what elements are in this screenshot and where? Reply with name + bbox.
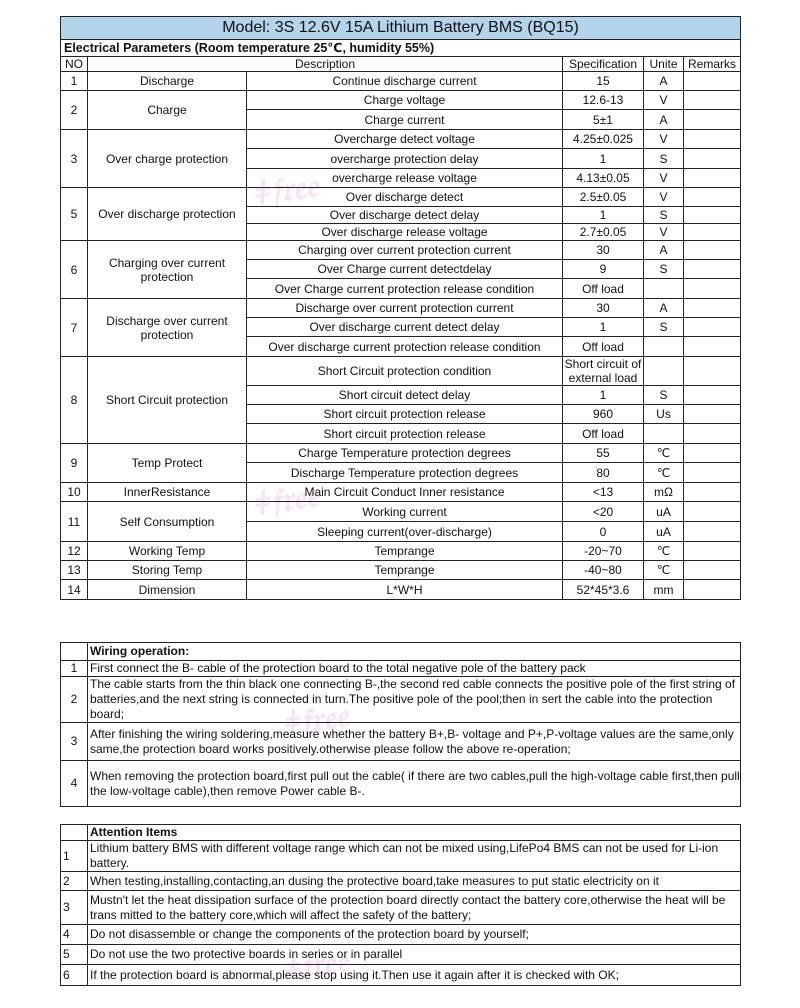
specification-value: 15 bbox=[563, 72, 644, 91]
attention-corner bbox=[61, 825, 88, 841]
unit-value bbox=[644, 279, 684, 299]
item-text: When removing the protection board,first pull out the cable( if there are two cables,pull the high-voltage cable first,then pull the low-voltage cable),then remove Power cable B-. bbox=[88, 761, 741, 807]
remarks-cell bbox=[684, 110, 741, 130]
specification-value: Off load bbox=[563, 279, 644, 299]
remarks-cell bbox=[684, 444, 741, 463]
parameter-description: Overcharge detect voltage bbox=[247, 130, 563, 149]
unit-value: uA bbox=[644, 522, 684, 542]
list-item bbox=[61, 677, 741, 723]
list-item bbox=[61, 841, 741, 872]
specification-value: 4.13±0.05 bbox=[563, 169, 644, 188]
table-row bbox=[61, 502, 741, 522]
parameter-description: Over Charge current detectdelay bbox=[247, 260, 563, 279]
specification-value: -40~80 bbox=[563, 561, 644, 580]
list-item bbox=[61, 761, 741, 807]
parameter-group: Over discharge protection bbox=[88, 188, 247, 241]
row-number: 3 bbox=[61, 130, 88, 188]
parameter-description: Over discharge detect delay bbox=[247, 207, 563, 224]
watermark: ǂ𝔣𝔯𝔢𝔢 bbox=[252, 165, 321, 215]
unit-value: V bbox=[644, 91, 684, 110]
item-number: 2 bbox=[61, 677, 88, 723]
specification-value: 1 bbox=[563, 318, 644, 337]
parameter-description: Charge current bbox=[247, 110, 563, 130]
parameter-description: Temprange bbox=[247, 542, 563, 561]
unit-value: ℃ bbox=[644, 444, 684, 463]
unit-value: V bbox=[644, 169, 684, 188]
parameter-description: Charge voltage bbox=[247, 91, 563, 110]
parameter-description: Over discharge detect bbox=[247, 188, 563, 207]
remarks-cell bbox=[684, 299, 741, 318]
parameter-group: Discharge bbox=[88, 72, 247, 91]
parameter-description: Temprange bbox=[247, 561, 563, 580]
table-row bbox=[61, 91, 741, 110]
parameter-description: Over Charge current protection release condition bbox=[247, 279, 563, 299]
parameter-description: overcharge protection delay bbox=[247, 149, 563, 169]
unit-value: S bbox=[644, 318, 684, 337]
table-row bbox=[61, 130, 741, 149]
parameter-group: Charge bbox=[88, 91, 247, 130]
parameter-description: Over discharge current protection release condition bbox=[247, 337, 563, 357]
unit-value: mm bbox=[644, 580, 684, 600]
unit-value: A bbox=[644, 299, 684, 318]
row-number: 10 bbox=[61, 483, 88, 502]
parameter-description: Over discharge current detect delay bbox=[247, 318, 563, 337]
parameter-group: Storing Temp bbox=[88, 561, 247, 580]
parameter-description: Discharge over current protection current bbox=[247, 299, 563, 318]
row-number: 8 bbox=[61, 357, 88, 444]
remarks-cell bbox=[684, 130, 741, 149]
row-number: 1 bbox=[61, 72, 88, 91]
specification-value: 80 bbox=[563, 463, 644, 483]
wiring-body bbox=[61, 661, 741, 807]
specification-value: 30 bbox=[563, 299, 644, 318]
unit-value: S bbox=[644, 207, 684, 224]
list-item bbox=[61, 723, 741, 761]
parameter-description: Working current bbox=[247, 502, 563, 522]
row-number: 5 bbox=[61, 188, 88, 241]
item-number: 6 bbox=[61, 965, 88, 986]
model-title: Model: 3S 12.6V 15A Lithium Battery BMS (BQ15) bbox=[61, 17, 741, 40]
unit-value: uA bbox=[644, 502, 684, 522]
parameter-description: Short circuit protection release bbox=[247, 405, 563, 424]
parameter-group: InnerResistance bbox=[88, 483, 247, 502]
unit-value: S bbox=[644, 260, 684, 279]
wiring-title: Wiring operation: bbox=[88, 643, 741, 661]
unit-value: A bbox=[644, 110, 684, 130]
remarks-cell bbox=[684, 542, 741, 561]
unit-value bbox=[644, 337, 684, 357]
remarks-cell bbox=[684, 424, 741, 444]
parameter-group: Working Temp bbox=[88, 542, 247, 561]
params-body bbox=[61, 72, 741, 600]
item-text: Do not use the two protective boards in series or in parallel bbox=[88, 945, 741, 965]
specification-value: 5±1 bbox=[563, 110, 644, 130]
parameter-group: Temp Protect bbox=[88, 444, 247, 483]
remarks-cell bbox=[684, 357, 741, 386]
specification-value: 9 bbox=[563, 260, 644, 279]
parameter-group: Dimension bbox=[88, 580, 247, 600]
remarks-cell bbox=[684, 337, 741, 357]
unit-value bbox=[644, 424, 684, 444]
header-specification: Specification bbox=[563, 57, 644, 72]
unit-value: ℃ bbox=[644, 463, 684, 483]
remarks-cell bbox=[684, 241, 741, 260]
parameter-group: Over charge protection bbox=[88, 130, 247, 188]
parameter-group: Short Circuit protection bbox=[88, 357, 247, 444]
item-text: Do not disassemble or change the components of the protection board by yourself; bbox=[88, 925, 741, 945]
attention-items-table bbox=[60, 824, 741, 986]
specification-value: 1 bbox=[563, 207, 644, 224]
table-row bbox=[61, 72, 741, 91]
item-text: First connect the B- cable of the protection board to the total negative pole of the battery pack bbox=[88, 661, 741, 677]
specification-value: 55 bbox=[563, 444, 644, 463]
remarks-cell bbox=[684, 260, 741, 279]
item-number: 1 bbox=[61, 841, 88, 872]
unit-value: Us bbox=[644, 405, 684, 424]
row-number: 7 bbox=[61, 299, 88, 357]
item-number: 4 bbox=[61, 925, 88, 945]
item-number: 4 bbox=[61, 761, 88, 807]
specification-value: <13 bbox=[563, 483, 644, 502]
table-row bbox=[61, 542, 741, 561]
unit-value: V bbox=[644, 224, 684, 241]
wiring-corner bbox=[61, 643, 88, 661]
table-row bbox=[61, 444, 741, 463]
item-number: 2 bbox=[61, 872, 88, 891]
remarks-cell bbox=[684, 91, 741, 110]
table-row bbox=[61, 580, 741, 600]
attention-title: Attention Items bbox=[88, 825, 741, 841]
attention-body bbox=[61, 841, 741, 986]
parameter-description: L*W*H bbox=[247, 580, 563, 600]
list-item bbox=[61, 945, 741, 965]
remarks-cell bbox=[684, 169, 741, 188]
item-number: 1 bbox=[61, 661, 88, 677]
unit-value: mΩ bbox=[644, 483, 684, 502]
parameter-description: Discharge Temperature protection degrees bbox=[247, 463, 563, 483]
specification-value: 12.6-13 bbox=[563, 91, 644, 110]
table-row bbox=[61, 188, 741, 207]
electrical-parameters-table bbox=[60, 16, 741, 600]
item-number: 3 bbox=[61, 723, 88, 761]
unit-value: S bbox=[644, 386, 684, 405]
parameter-group: Self Consumption bbox=[88, 502, 247, 542]
specification-value: 2.7±0.05 bbox=[563, 224, 644, 241]
remarks-cell bbox=[684, 502, 741, 522]
parameter-description: Short Circuit protection condition bbox=[247, 357, 563, 386]
remarks-cell bbox=[684, 318, 741, 337]
remarks-cell bbox=[684, 224, 741, 241]
item-text: The cable starts from the thin black one connecting B-,the second red cable connects the positive pole of the first string of batteries,and the next string is connected in turn.The positive pole of the pool;then in sert the cable into the protection board; bbox=[88, 677, 741, 723]
item-text: If the protection board is abnormal,please stop using it.Then use it again after it is checked with OK; bbox=[88, 965, 741, 986]
remarks-cell bbox=[684, 279, 741, 299]
item-text: When testing,installing,contacting,an dusing the protective board,take measures to put static electricity on it bbox=[88, 872, 741, 891]
header-unit: Unite bbox=[644, 57, 684, 72]
remarks-cell bbox=[684, 483, 741, 502]
table-row bbox=[61, 357, 741, 386]
list-item bbox=[61, 891, 741, 925]
parameter-group: Discharge over current protection bbox=[88, 299, 247, 357]
row-number: 6 bbox=[61, 241, 88, 299]
remarks-cell bbox=[684, 72, 741, 91]
row-number: 13 bbox=[61, 561, 88, 580]
specification-value: 4.25±0.025 bbox=[563, 130, 644, 149]
specification-value: <20 bbox=[563, 502, 644, 522]
parameter-description: Sleeping current(over-discharge) bbox=[247, 522, 563, 542]
unit-value: V bbox=[644, 188, 684, 207]
parameter-description: Continue discharge current bbox=[247, 72, 563, 91]
unit-value bbox=[644, 357, 684, 386]
table-row bbox=[61, 299, 741, 318]
specification-value: 2.5±0.05 bbox=[563, 188, 644, 207]
unit-value: ℃ bbox=[644, 542, 684, 561]
parameter-description: Charge Temperature protection degrees bbox=[247, 444, 563, 463]
parameter-description: overcharge release voltage bbox=[247, 169, 563, 188]
specification-value: 960 bbox=[563, 405, 644, 424]
row-number: 9 bbox=[61, 444, 88, 483]
item-text: Lithium battery BMS with different voltage range which can not be mixed using,LifePo4 BMS can not be used for Li-ion battery. bbox=[88, 841, 741, 872]
specification-value: -20~70 bbox=[563, 542, 644, 561]
unit-value: A bbox=[644, 72, 684, 91]
remarks-cell bbox=[684, 188, 741, 207]
row-number: 11 bbox=[61, 502, 88, 542]
header-no: NO bbox=[61, 57, 88, 72]
remarks-cell bbox=[684, 207, 741, 224]
specification-value: Short circuit of external load bbox=[563, 357, 644, 386]
watermark: ǂ𝔣𝔯𝔢𝔢 bbox=[282, 940, 351, 990]
remarks-cell bbox=[684, 561, 741, 580]
remarks-cell bbox=[684, 463, 741, 483]
unit-value: V bbox=[644, 130, 684, 149]
specification-value: 52*45*3.6 bbox=[563, 580, 644, 600]
specification-value: 0 bbox=[563, 522, 644, 542]
specification-value: Off load bbox=[563, 424, 644, 444]
item-number: 5 bbox=[61, 945, 88, 965]
wiring-operation-table bbox=[60, 642, 741, 807]
parameter-description: Charging over current protection current bbox=[247, 241, 563, 260]
parameter-group: Charging over current protection bbox=[88, 241, 247, 299]
list-item bbox=[61, 965, 741, 986]
table-row bbox=[61, 561, 741, 580]
row-number: 12 bbox=[61, 542, 88, 561]
remarks-cell bbox=[684, 149, 741, 169]
parameter-description: Short circuit detect delay bbox=[247, 386, 563, 405]
table-row bbox=[61, 483, 741, 502]
specification-value: 1 bbox=[563, 149, 644, 169]
watermark: ǂ𝔣𝔯𝔢𝔢 bbox=[252, 475, 321, 525]
item-number: 3 bbox=[61, 891, 88, 925]
unit-value: ℃ bbox=[644, 561, 684, 580]
parameter-description: Main Circuit Conduct Inner resistance bbox=[247, 483, 563, 502]
remarks-cell bbox=[684, 522, 741, 542]
remarks-cell bbox=[684, 405, 741, 424]
parameter-description: Short circuit protection release bbox=[247, 424, 563, 444]
item-text: Mustn't let the heat dissipation surface of the protection board directly contact the battery core,otherwise the heat will be trans mitted to the battery core,which will affect the safety of the battery; bbox=[88, 891, 741, 925]
specification-value: 30 bbox=[563, 241, 644, 260]
unit-value: S bbox=[644, 149, 684, 169]
row-number: 14 bbox=[61, 580, 88, 600]
list-item bbox=[61, 661, 741, 677]
item-text: After finishing the wiring soldering,measure whether the battery B+,B- voltage and P+,P-voltage values are the same,only same,the protection board works positively.otherwise please follow the above re-operation; bbox=[88, 723, 741, 761]
header-remarks: Remarks bbox=[684, 57, 741, 72]
table-row bbox=[61, 241, 741, 260]
row-number: 2 bbox=[61, 91, 88, 130]
parameter-description: Over discharge release voltage bbox=[247, 224, 563, 241]
list-item bbox=[61, 872, 741, 891]
section-title: Electrical Parameters (Room temperature 25℃, humidity 55%) bbox=[61, 40, 741, 57]
remarks-cell bbox=[684, 580, 741, 600]
specification-value: 1 bbox=[563, 386, 644, 405]
specification-value: Off load bbox=[563, 337, 644, 357]
header-description: Description bbox=[88, 57, 563, 72]
watermark: ǂ𝔣𝔯𝔢𝔢 bbox=[282, 695, 351, 745]
list-item bbox=[61, 925, 741, 945]
remarks-cell bbox=[684, 386, 741, 405]
unit-value: A bbox=[644, 241, 684, 260]
